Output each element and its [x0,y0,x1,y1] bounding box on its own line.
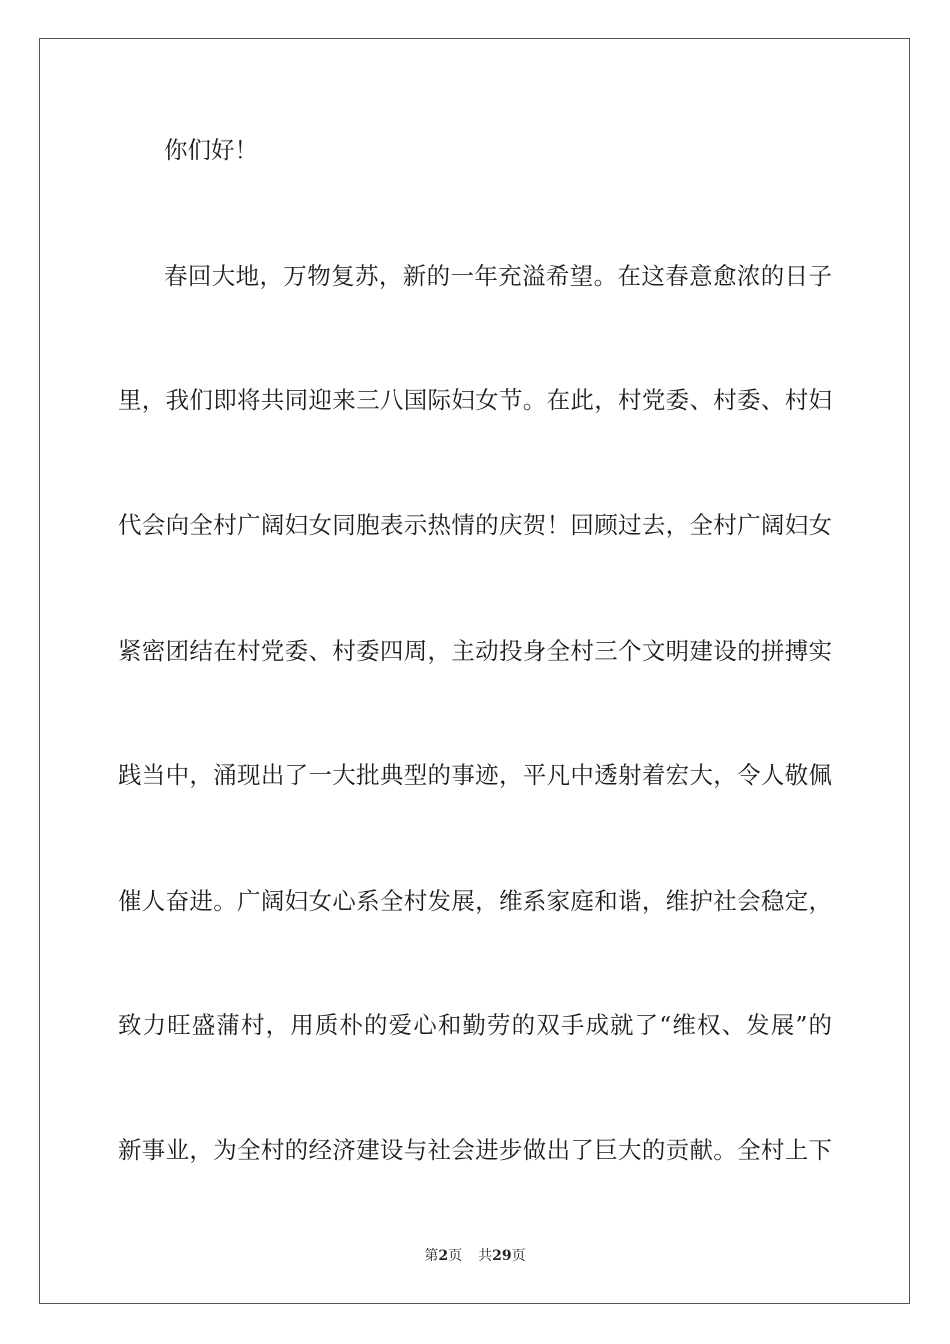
page-number: 2 [438,1248,449,1264]
total-prefix: 共 [478,1248,493,1264]
page-border [39,38,910,1304]
body-line-4: 紧密团结在村党委、村委四周，主动投身全村三个文明建设的拼搏实 [118,637,832,665]
body-line-8: 新事业，为全村的经济建设与社会进步做出了巨大的贡献。全村上下 [118,1136,832,1164]
body-line-7: 致力旺盛蒲村，用质朴的爱心和勤劳的双手成就了“维权、发展”的 [118,1011,832,1039]
body-line-6: 催人奋进。广阔妇女心系全村发展，维系家庭和谐，维护社会稳定， [118,887,832,915]
total-suffix: 页 [511,1248,526,1264]
page-footer [0,1246,950,1266]
body-line-3: 代会向全村广阔妇女同胞表示热情的庆贺！回顾过去，全村广阔妇女 [118,511,832,539]
body-line-2: 里，我们即将共同迎来三八国际妇女节。在此，村党委、村委、村妇 [118,386,832,414]
body-line-1: 春回大地，万物复苏，新的一年充溢希望。在这春意愈浓的日子 [164,262,832,290]
body-line-5: 践当中，涌现出了一大批典型的事迹，平凡中透射着宏大，令人敬佩 [118,761,832,789]
page-prefix: 第 [424,1248,439,1264]
page-suffix: 页 [448,1248,463,1264]
greeting-line: 你们好！ [164,136,258,164]
total-pages: 29 [492,1248,512,1264]
